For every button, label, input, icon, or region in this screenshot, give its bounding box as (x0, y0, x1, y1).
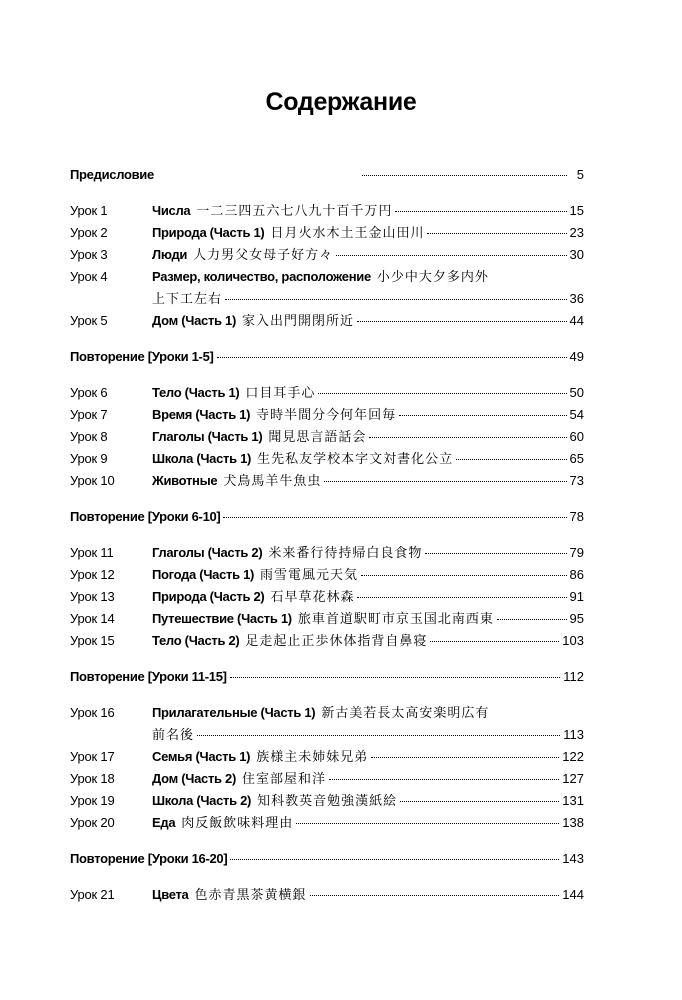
lesson-number: Урок 19 (70, 793, 115, 808)
lesson-number: Урок 3 (70, 247, 108, 262)
dot-leader (230, 677, 561, 678)
dot-leader (357, 321, 567, 322)
lesson-kanji: 米来番行待持帰白良食物 (268, 546, 423, 561)
toc-entry-continuation[interactable] (70, 288, 584, 310)
lesson-number: Урок 12 (70, 567, 115, 582)
lesson-number: Урок 11 (70, 545, 114, 560)
page-number: 78 (569, 509, 584, 524)
lesson-title: Глаголы (Часть 2) (152, 545, 263, 560)
page-number: 95 (569, 611, 584, 626)
toc-entry-review[interactable] (70, 506, 584, 528)
page-number: 127 (562, 771, 584, 786)
dot-leader (318, 393, 566, 394)
lesson-title: Цвета (152, 887, 189, 902)
page-number: 112 (563, 669, 584, 684)
lesson-number: Урок 7 (70, 407, 108, 422)
lesson-kanji: 旅車首道駅町市京玉国北南西東 (297, 612, 494, 627)
dot-leader (371, 757, 559, 758)
lesson-number: Урок 15 (70, 633, 115, 648)
lesson-title: Время (Часть 1) (152, 407, 251, 422)
dot-leader (324, 481, 566, 482)
page-number: 138 (562, 815, 584, 830)
lesson-kanji: 日月火水木土王金山田川 (270, 226, 425, 241)
lesson-number: Урок 9 (70, 451, 108, 466)
dot-leader (400, 801, 559, 802)
page-number: 23 (569, 225, 584, 240)
lesson-kanji: 肉反飯飲味料理由 (181, 816, 294, 831)
page-number: 143 (562, 851, 584, 866)
toc-entry-lesson[interactable] (70, 586, 584, 608)
toc-entry-lesson[interactable] (70, 382, 584, 404)
dot-leader (362, 175, 567, 176)
lesson-number: Урок 10 (70, 473, 115, 488)
toc-entry-lesson[interactable] (70, 608, 584, 630)
review-title: Повторение [Уроки 6-10] (70, 509, 221, 524)
lesson-number: Урок 21 (70, 887, 115, 902)
toc-entry-lesson[interactable] (70, 884, 584, 906)
lesson-kanji: 雨雪電風元天気 (260, 568, 359, 583)
lesson-kanji: 住室部屋和洋 (241, 772, 326, 787)
dot-leader (296, 823, 559, 824)
lesson-title: Глаголы (Часть 1) (152, 429, 263, 444)
lesson-title: Тело (Часть 2) (152, 633, 240, 648)
toc-entry-lesson[interactable] (70, 746, 584, 768)
lesson-title: Числа (152, 203, 191, 218)
toc-entry-lesson[interactable] (70, 404, 584, 426)
lesson-number: Урок 20 (70, 815, 115, 830)
lesson-number: Урок 17 (70, 749, 115, 764)
lesson-kanji-continued: 上下工左右 (152, 292, 223, 307)
toc-entry-lesson[interactable] (70, 790, 584, 812)
page-number: 103 (562, 633, 584, 648)
dot-leader (425, 553, 566, 554)
page-number: 131 (562, 793, 584, 808)
page-number: 60 (569, 429, 584, 444)
lesson-title: Школа (Часть 2) (152, 793, 252, 808)
lesson-kanji: 族様主未姉妹兄弟 (256, 750, 369, 765)
page-number: 5 (576, 167, 584, 182)
dot-leader (329, 779, 559, 780)
page-number: 65 (569, 451, 584, 466)
lesson-kanji: 小少中大夕多内外 (376, 270, 489, 285)
lesson-title: Школа (Часть 1) (152, 451, 252, 466)
toc-entry-lesson[interactable] (70, 564, 584, 586)
lesson-title: Дом (Часть 2) (152, 771, 236, 786)
dot-leader (427, 233, 566, 234)
toc-entry-lesson[interactable] (70, 448, 584, 470)
page-number: 49 (569, 349, 584, 364)
toc-entry-lesson[interactable] (70, 470, 584, 492)
dot-leader (336, 255, 566, 256)
page-number: 113 (563, 727, 584, 742)
lesson-title: Семья (Часть 1) (152, 749, 251, 764)
toc-entry-review[interactable] (70, 666, 584, 688)
lesson-kanji-continued: 前名後 (152, 728, 195, 743)
lesson-title: Дом (Часть 1) (152, 313, 236, 328)
lesson-number: Урок 4 (70, 269, 108, 284)
dot-leader (395, 211, 566, 212)
lesson-number: Урок 18 (70, 771, 115, 786)
lesson-title: Размер, количество, расположение (152, 269, 371, 284)
dot-leader (430, 641, 559, 642)
dot-leader (310, 895, 560, 896)
lesson-title: Погода (Часть 1) (152, 567, 255, 582)
lesson-kanji: 人力男父女母子好方々 (193, 248, 334, 263)
dot-leader (357, 597, 566, 598)
toc-entry-review[interactable] (70, 848, 584, 870)
dot-leader (230, 859, 559, 860)
dot-leader (223, 517, 566, 518)
lesson-title: Люди (152, 247, 188, 262)
lesson-kanji: 石早草花林森 (270, 590, 355, 605)
toc-entry-lesson[interactable] (70, 222, 584, 244)
toc-entry-lesson[interactable] (70, 542, 584, 564)
dot-leader (456, 459, 566, 460)
lesson-number: Урок 2 (70, 225, 108, 240)
dot-leader (225, 299, 567, 300)
page-number: 44 (569, 313, 584, 328)
page-number: 30 (569, 247, 584, 262)
page-number: 36 (569, 291, 584, 306)
review-title: Повторение [Уроки 1-5] (70, 349, 214, 364)
toc-entry-lesson[interactable] (70, 200, 584, 222)
review-title: Повторение [Уроки 11-15] (70, 669, 227, 684)
lesson-title: Природа (Часть 1) (152, 225, 265, 240)
toc-entry-lesson[interactable] (70, 702, 584, 724)
lesson-kanji: 新古美若長太高安楽明広有 (321, 706, 490, 721)
page-number: 86 (569, 567, 584, 582)
lesson-kanji: 足走起止正歩休体指背自鼻寝 (245, 634, 428, 649)
toc-entry-lesson[interactable] (70, 426, 584, 448)
toc-entry-lesson[interactable] (70, 768, 584, 790)
toc-entry-lesson[interactable] (70, 310, 584, 332)
lesson-kanji: 家入出門開閉所近 (241, 314, 354, 329)
lesson-number: Урок 14 (70, 611, 115, 626)
page-number: 144 (562, 887, 584, 902)
lesson-number: Урок 16 (70, 705, 115, 720)
lesson-title: Прилагательные (Часть 1) (152, 705, 316, 720)
lesson-title: Природа (Часть 2) (152, 589, 265, 604)
toc-entry-preface[interactable] (70, 164, 584, 186)
toc-entry-lesson[interactable] (70, 630, 584, 652)
lesson-title: Путешествие (Часть 1) (152, 611, 292, 626)
page-number: 54 (569, 407, 584, 422)
lesson-kanji: 聞見思言語話会 (268, 430, 367, 445)
lesson-kanji: 口目耳手心 (245, 386, 316, 401)
entry-title: Предисловие (70, 167, 154, 182)
lesson-title: Еда (152, 815, 176, 830)
dot-leader (217, 357, 567, 358)
lesson-kanji: 寺時半間分今何年回毎 (256, 408, 397, 423)
lesson-kanji: 犬鳥馬羊牛魚虫 (223, 474, 322, 489)
lesson-title: Тело (Часть 1) (152, 385, 240, 400)
page-number: 91 (569, 589, 584, 604)
dot-leader (197, 735, 560, 736)
page-number: 50 (569, 385, 584, 400)
lesson-kanji: 生先私友学校本字文対書化公立 (257, 452, 454, 467)
toc-entry-review[interactable] (70, 346, 584, 368)
page-number: 79 (569, 545, 584, 560)
lesson-number: Урок 13 (70, 589, 115, 604)
dot-leader (361, 575, 566, 576)
lesson-number: Урок 1 (70, 203, 108, 218)
lesson-number: Урок 8 (70, 429, 108, 444)
toc-entry-lesson[interactable] (70, 244, 584, 266)
page-number: 122 (562, 749, 584, 764)
page-number: 73 (569, 473, 584, 488)
review-title: Повторение [Уроки 16-20] (70, 851, 228, 866)
lesson-number: Урок 6 (70, 385, 108, 400)
dot-leader (497, 619, 567, 620)
lesson-kanji: 色赤青黒茶黄横銀 (194, 888, 307, 903)
lesson-kanji: 知科教英音勉強漢紙絵 (257, 794, 398, 809)
lesson-title: Животные (152, 473, 218, 488)
toc-entry-continuation[interactable] (70, 724, 584, 746)
dot-leader (399, 415, 566, 416)
table-of-contents (70, 164, 584, 906)
toc-entry-lesson[interactable] (70, 266, 584, 288)
dot-leader (369, 437, 566, 438)
page-number: 15 (569, 203, 584, 218)
page-title: Содержание (265, 88, 417, 116)
toc-entry-lesson[interactable] (70, 812, 584, 834)
lesson-number: Урок 5 (70, 313, 108, 328)
lesson-kanji: 一二三四五六七八九十百千万円 (196, 204, 393, 219)
